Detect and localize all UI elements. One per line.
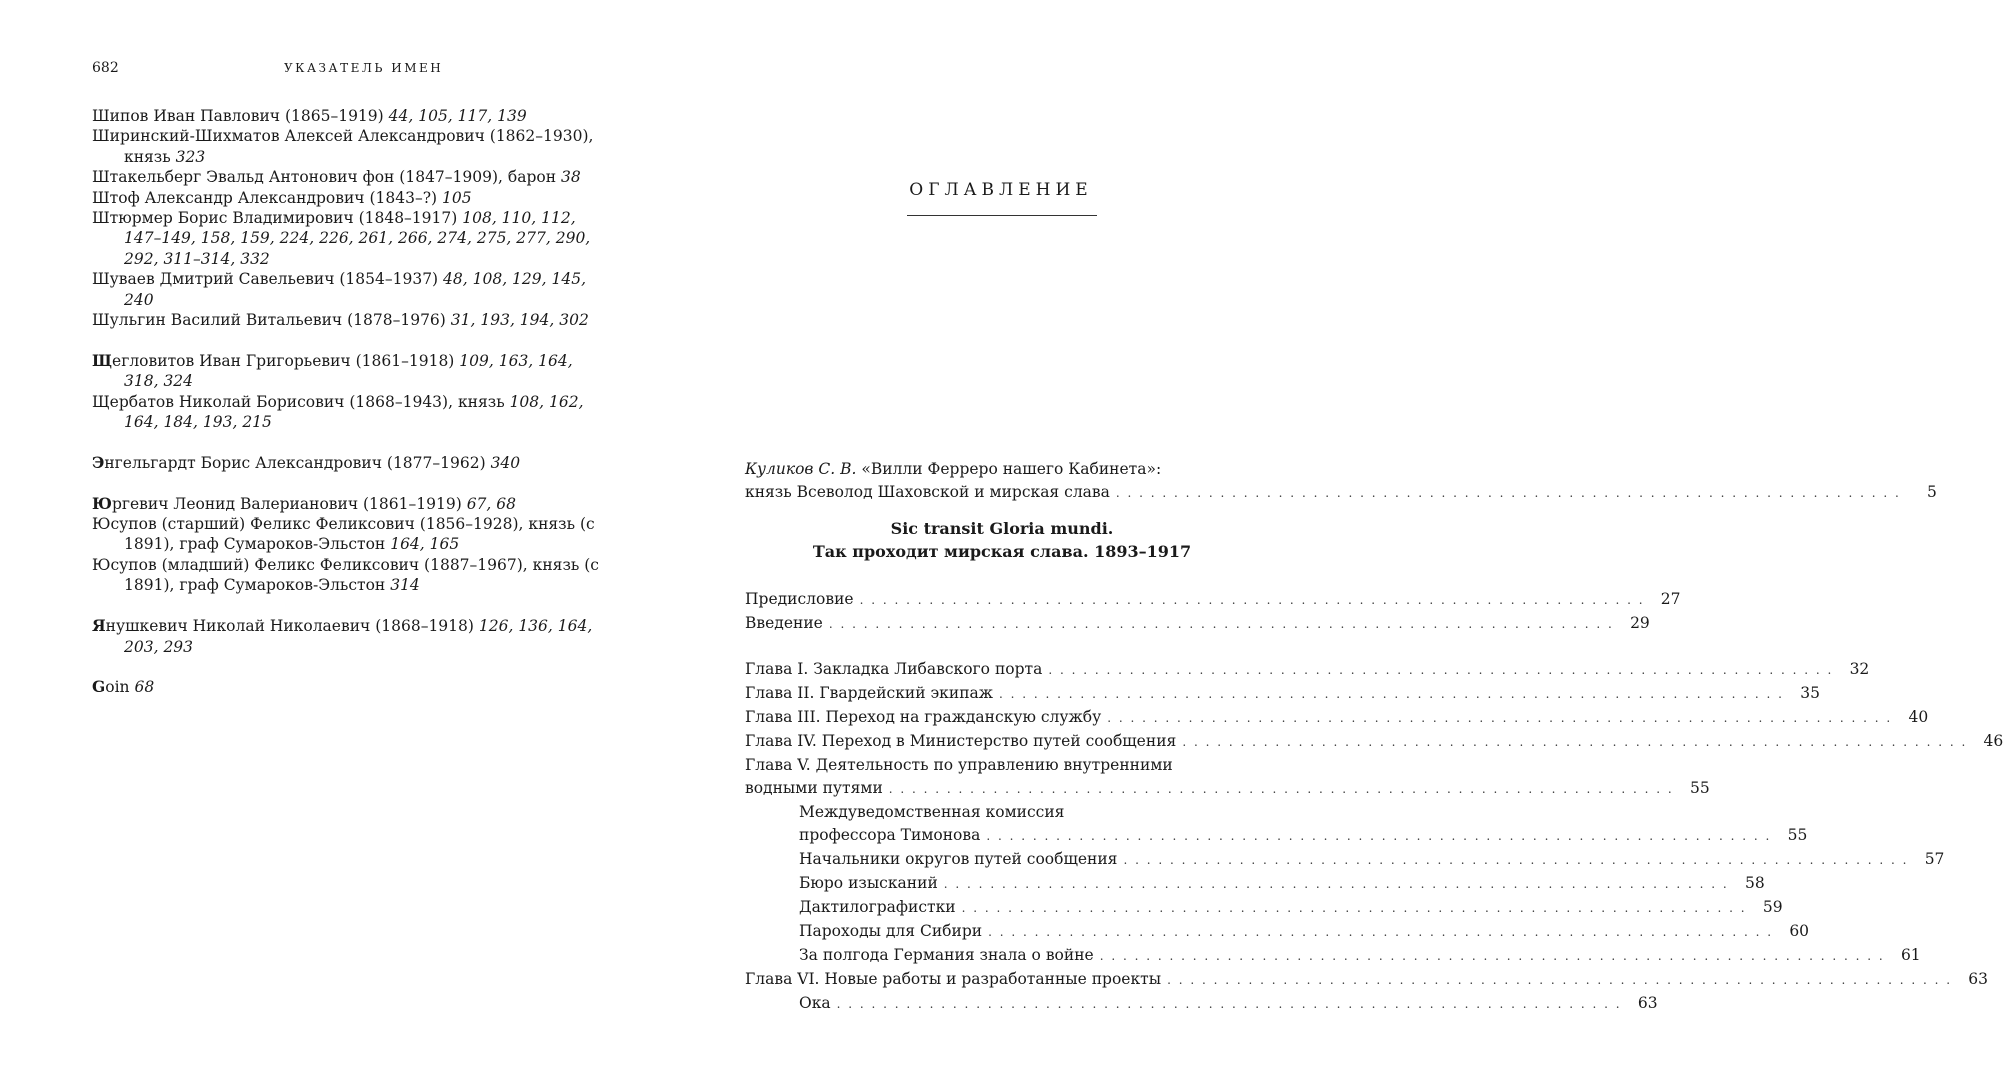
toc-subentry-commission[interactable]: профессора Тимонова . . . . . . . . . . . . . . . . . . . . . . . . . . . . . . . . . . . . . . . . . . . . . . . . . . . . . . . . . . . . . . . . . . . . 55 xyxy=(799,826,1808,844)
index-entry: Щербатов Николай Борисович (1868–1943), князь 108, 162, 164, 184, 193, 215 xyxy=(92,392,584,432)
toc-entry-chapter-5-line-1[interactable]: Глава V. Деятельность по управлению внутренними xyxy=(745,756,1173,774)
toc-intro-line-1: Куликов С. В. «Вилли Ферреро нашего Кабинета»: xyxy=(745,460,1162,478)
index-group-sh xyxy=(92,106,602,330)
index-entry: Шульгин Василий Витальевич (1878–1976) 31, 193, 194, 302 xyxy=(92,311,589,330)
index-entry: Щегловитов Иван Григорьевич (1861–1918) 109, 163, 164, 318, 324 xyxy=(92,350,573,391)
index-entry: Ширинский-Шихматов Алексей Александрович (1862–1930), князь 323 xyxy=(92,127,594,166)
title-divider xyxy=(907,215,1097,216)
index-entry: Юсупов (старший) Феликс Феликсович (1856–1928), князь (с 1891), граф Сумароков-Эльстон 164, 165 xyxy=(92,515,595,554)
page-number: 682 xyxy=(92,60,119,76)
toc-entry-chapter-3[interactable]: Глава III. Переход на гражданскую службу . . . . . . . . . . . . . . . . . . . . . . . . . . . . . . . . . . . . . . . . . . . . . . . . . . . . . . . . . . . . . . . . . . . . 40 xyxy=(745,708,1929,726)
right-page xyxy=(675,0,2003,1080)
toc-subentry[interactable]: Бюро изысканий . . . . . . . . . . . . . . . . . . . . . . . . . . . . . . . . . . . . . . . . . . . . . . . . . . . . . . . . . . . . . . . . . . . . 58 xyxy=(799,874,1765,892)
index-entry: Янушкевич Николай Николаевич (1868–1918) 126, 136, 164, 203, 293 xyxy=(92,616,593,656)
index-entry: Энгельгардт Борис Александрович (1877–1962) 340 xyxy=(92,452,521,472)
toc-entry-intro[interactable]: князь Всеволод Шаховской и мирская слава . . . . . . . . . . . . . . . . . . . . . . . . . . . . . . . . . . . . . . . . . . . . . . . . . . . . . . . . . . . . . . . . . . . . 5 xyxy=(745,483,1937,501)
index-entry: Штюрмер Борис Владимирович (1848–1917) 108, 110, 112, 147–149, 158, 159, 224, 226, 261, 266, 274, 275, 277, 290, 292, 311–314, 332 xyxy=(92,209,591,268)
index-group-e xyxy=(92,453,602,473)
index-entry: Шипов Иван Павлович (1865–1919) 44, 105, 117, 139 xyxy=(92,107,527,125)
index-group-g xyxy=(92,677,602,697)
index-entry: Штакельберг Эвальд Антонович фон (1847–1909), барон 38 xyxy=(92,168,581,187)
index-group-yu xyxy=(92,494,602,596)
toc-subentry[interactable]: Ока . . . . . . . . . . . . . . . . . . . . . . . . . . . . . . . . . . . . . . . . . . . . . . . . . . . . . . . . . . . . . . . . . . . . 63 xyxy=(799,994,1658,1012)
index-group-shch xyxy=(92,351,602,433)
index-group-ya xyxy=(92,616,602,657)
name-index xyxy=(92,106,602,718)
index-entry: Шуваев Дмитрий Савельевич (1854–1937) 48, 108, 129, 145, 240 xyxy=(92,270,586,309)
toc-entry-chapter-6[interactable]: Глава VI. Новые работы и разработанные проекты . . . . . . . . . . . . . . . . . . . . . . . . . . . . . . . . . . . . . . . . . . . . . . . . . . . . . . . . . . . . . . . . . . . . 63 xyxy=(745,970,1989,988)
index-entry: Goin 68 xyxy=(92,677,155,697)
toc-subentry[interactable]: Пароходы для Сибири . . . . . . . . . . . . . . . . . . . . . . . . . . . . . . . . . . . . . . . . . . . . . . . . . . . . . . . . . . . . . . . . . . . . 60 xyxy=(799,922,1810,940)
section-heading: Sic transit Gloria mundi. Так проходит мирская слава. 1893–1917 xyxy=(812,519,1192,561)
toc-subentry[interactable]: Дактилографистки . . . . . . . . . . . . . . . . . . . . . . . . . . . . . . . . . . . . . . . . . . . . . . . . . . . . . . . . . . . . . . . . . . . . 59 xyxy=(799,898,1783,916)
toc-entry-preface[interactable]: Предисловие . . . . . . . . . . . . . . . . . . . . . . . . . . . . . . . . . . . . . . . . . . . . . . . . . . . . . . . . . . . . . . . . . . . . 27 xyxy=(745,590,1681,608)
toc-entry-chapter-1[interactable]: Глава I. Закладка Либавского порта . . . . . . . . . . . . . . . . . . . . . . . . . . . . . . . . . . . . . . . . . . . . . . . . . . . . . . . . . . . . . . . . . . . . 32 xyxy=(745,660,1870,678)
index-entry: Штоф Александр Александрович (1843–?) 105 xyxy=(92,188,472,207)
index-entry: Юргевич Леонид Валерианович (1861–1919) 67, 68 xyxy=(92,493,516,513)
table-of-contents xyxy=(745,458,2003,1016)
toc-subentry-commission-line-1[interactable]: Междуведомственная комиссия xyxy=(799,803,1065,821)
toc-entry-chapter-5[interactable]: водными путями . . . . . . . . . . . . . . . . . . . . . . . . . . . . . . . . . . . . . . . . . . . . . . . . . . . . . . . . . . . . . . . . . . . . 55 xyxy=(745,779,1710,797)
toc-entry-introduction[interactable]: Введение . . . . . . . . . . . . . . . . . . . . . . . . . . . . . . . . . . . . . . . . . . . . . . . . . . . . . . . . . . . . . . . . . . . . 29 xyxy=(745,614,1650,632)
toc-title: ОГЛАВЛЕНИЕ xyxy=(909,180,1093,200)
index-entry: Юсупов (младший) Феликс Феликсович (1887–1967), князь (с 1891), граф Сумароков-Эльстон 314 xyxy=(92,555,599,595)
toc-subentry[interactable]: Начальники округов путей сообщения . . . . . . . . . . . . . . . . . . . . . . . . . . . . . . . . . . . . . . . . . . . . . . . . . . . . . . . . . . . . . . . . . . . . 57 xyxy=(799,850,1945,868)
toc-entry-chapter-2[interactable]: Глава II. Гвардейский экипаж . . . . . . . . . . . . . . . . . . . . . . . . . . . . . . . . . . . . . . . . . . . . . . . . . . . . . . . . . . . . . . . . . . . . 35 xyxy=(745,684,1820,702)
toc-entry-chapter-4[interactable]: Глава IV. Переход в Министерство путей сообщения . . . . . . . . . . . . . . . . . . . . . . . . . . . . . . . . . . . . . . . . . . . . . . . . . . . . . . . . . . . . . . . . . . . . 46 xyxy=(745,732,2003,750)
running-title: УКАЗАТЕЛЬ ИМЕН xyxy=(284,61,444,75)
toc-subentry[interactable]: За полгода Германия знала о войне . . . . . . . . . . . . . . . . . . . . . . . . . . . . . . . . . . . . . . . . . . . . . . . . . . . . . . . . . . . . . . . . . . . . 61 xyxy=(799,946,1921,964)
left-page xyxy=(0,0,675,1080)
running-header xyxy=(92,60,612,80)
